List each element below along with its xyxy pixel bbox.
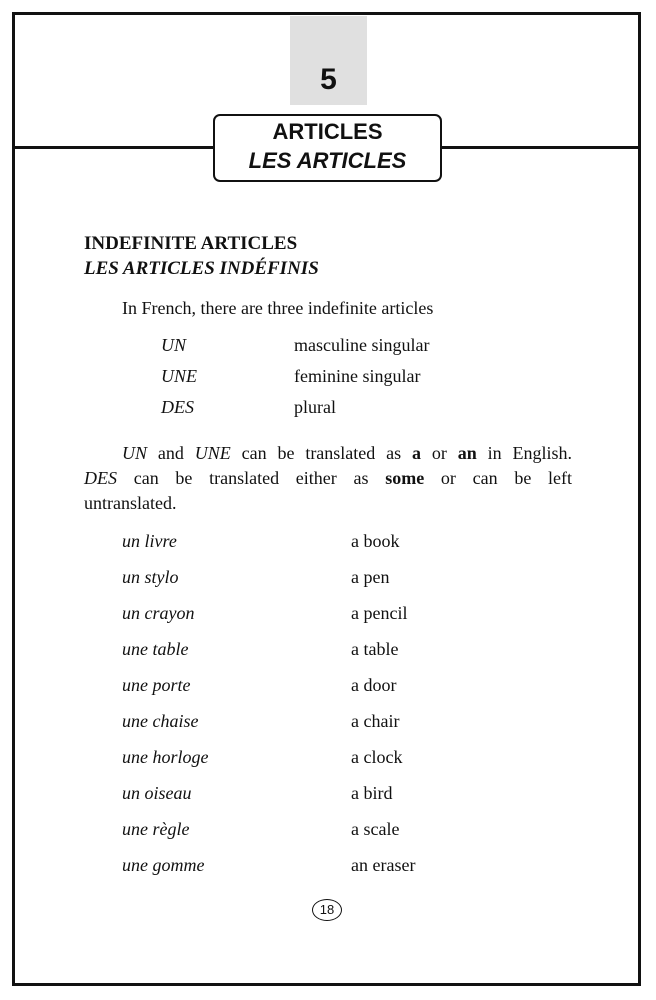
- vocab-french: un oiseau: [122, 783, 192, 803]
- explanation-paragraph: [84, 441, 572, 516]
- article-term: UNE: [161, 366, 197, 386]
- vocab-french: une horloge: [122, 747, 209, 767]
- section-heading-french: LES ARTICLES INDÉFINIS: [84, 258, 319, 279]
- vocab-english: a pencil: [351, 603, 408, 623]
- vocab-english: a chair: [351, 711, 400, 731]
- vocab-english: a bird: [351, 783, 393, 803]
- section-heading-english: INDEFINITE ARTICLES: [84, 233, 298, 254]
- paragraph-line: UN and UNE can be translated as a or an in English.: [122, 443, 572, 463]
- chapter-number: 5: [320, 63, 337, 96]
- vocab-english: an eraser: [351, 855, 416, 875]
- vocab-french: une gomme: [122, 855, 205, 875]
- article-description: plural: [294, 397, 336, 417]
- article-term: UN: [161, 335, 187, 355]
- article-description: masculine singular: [294, 335, 430, 355]
- vocab-english: a table: [351, 639, 399, 659]
- page-number: 18: [312, 899, 342, 921]
- vocab-english: a book: [351, 531, 400, 551]
- vocab-french: une porte: [122, 675, 191, 695]
- vocab-french: un crayon: [122, 603, 195, 623]
- vocab-english: a clock: [351, 747, 403, 767]
- vocab-french: une chaise: [122, 711, 199, 731]
- vocab-english: a scale: [351, 819, 400, 839]
- article-term: DES: [161, 397, 194, 417]
- chapter-title-box: [213, 114, 442, 182]
- article-description: feminine singular: [294, 366, 421, 386]
- chapter-title-english: ARTICLES: [272, 119, 383, 144]
- vocab-french: un stylo: [122, 567, 179, 587]
- paragraph-line: untranslated.: [84, 493, 177, 513]
- vocab-french: une table: [122, 639, 189, 659]
- intro-text: In French, there are three indefinite articles: [122, 298, 434, 318]
- paragraph-line: DES can be translated either as some or can be left: [84, 468, 573, 488]
- vocab-french: un livre: [122, 531, 177, 551]
- chapter-title-french: LES ARTICLES: [248, 148, 407, 173]
- vocab-english: a pen: [351, 567, 390, 587]
- vocab-french: une règle: [122, 819, 190, 839]
- vocab-english: a door: [351, 675, 397, 695]
